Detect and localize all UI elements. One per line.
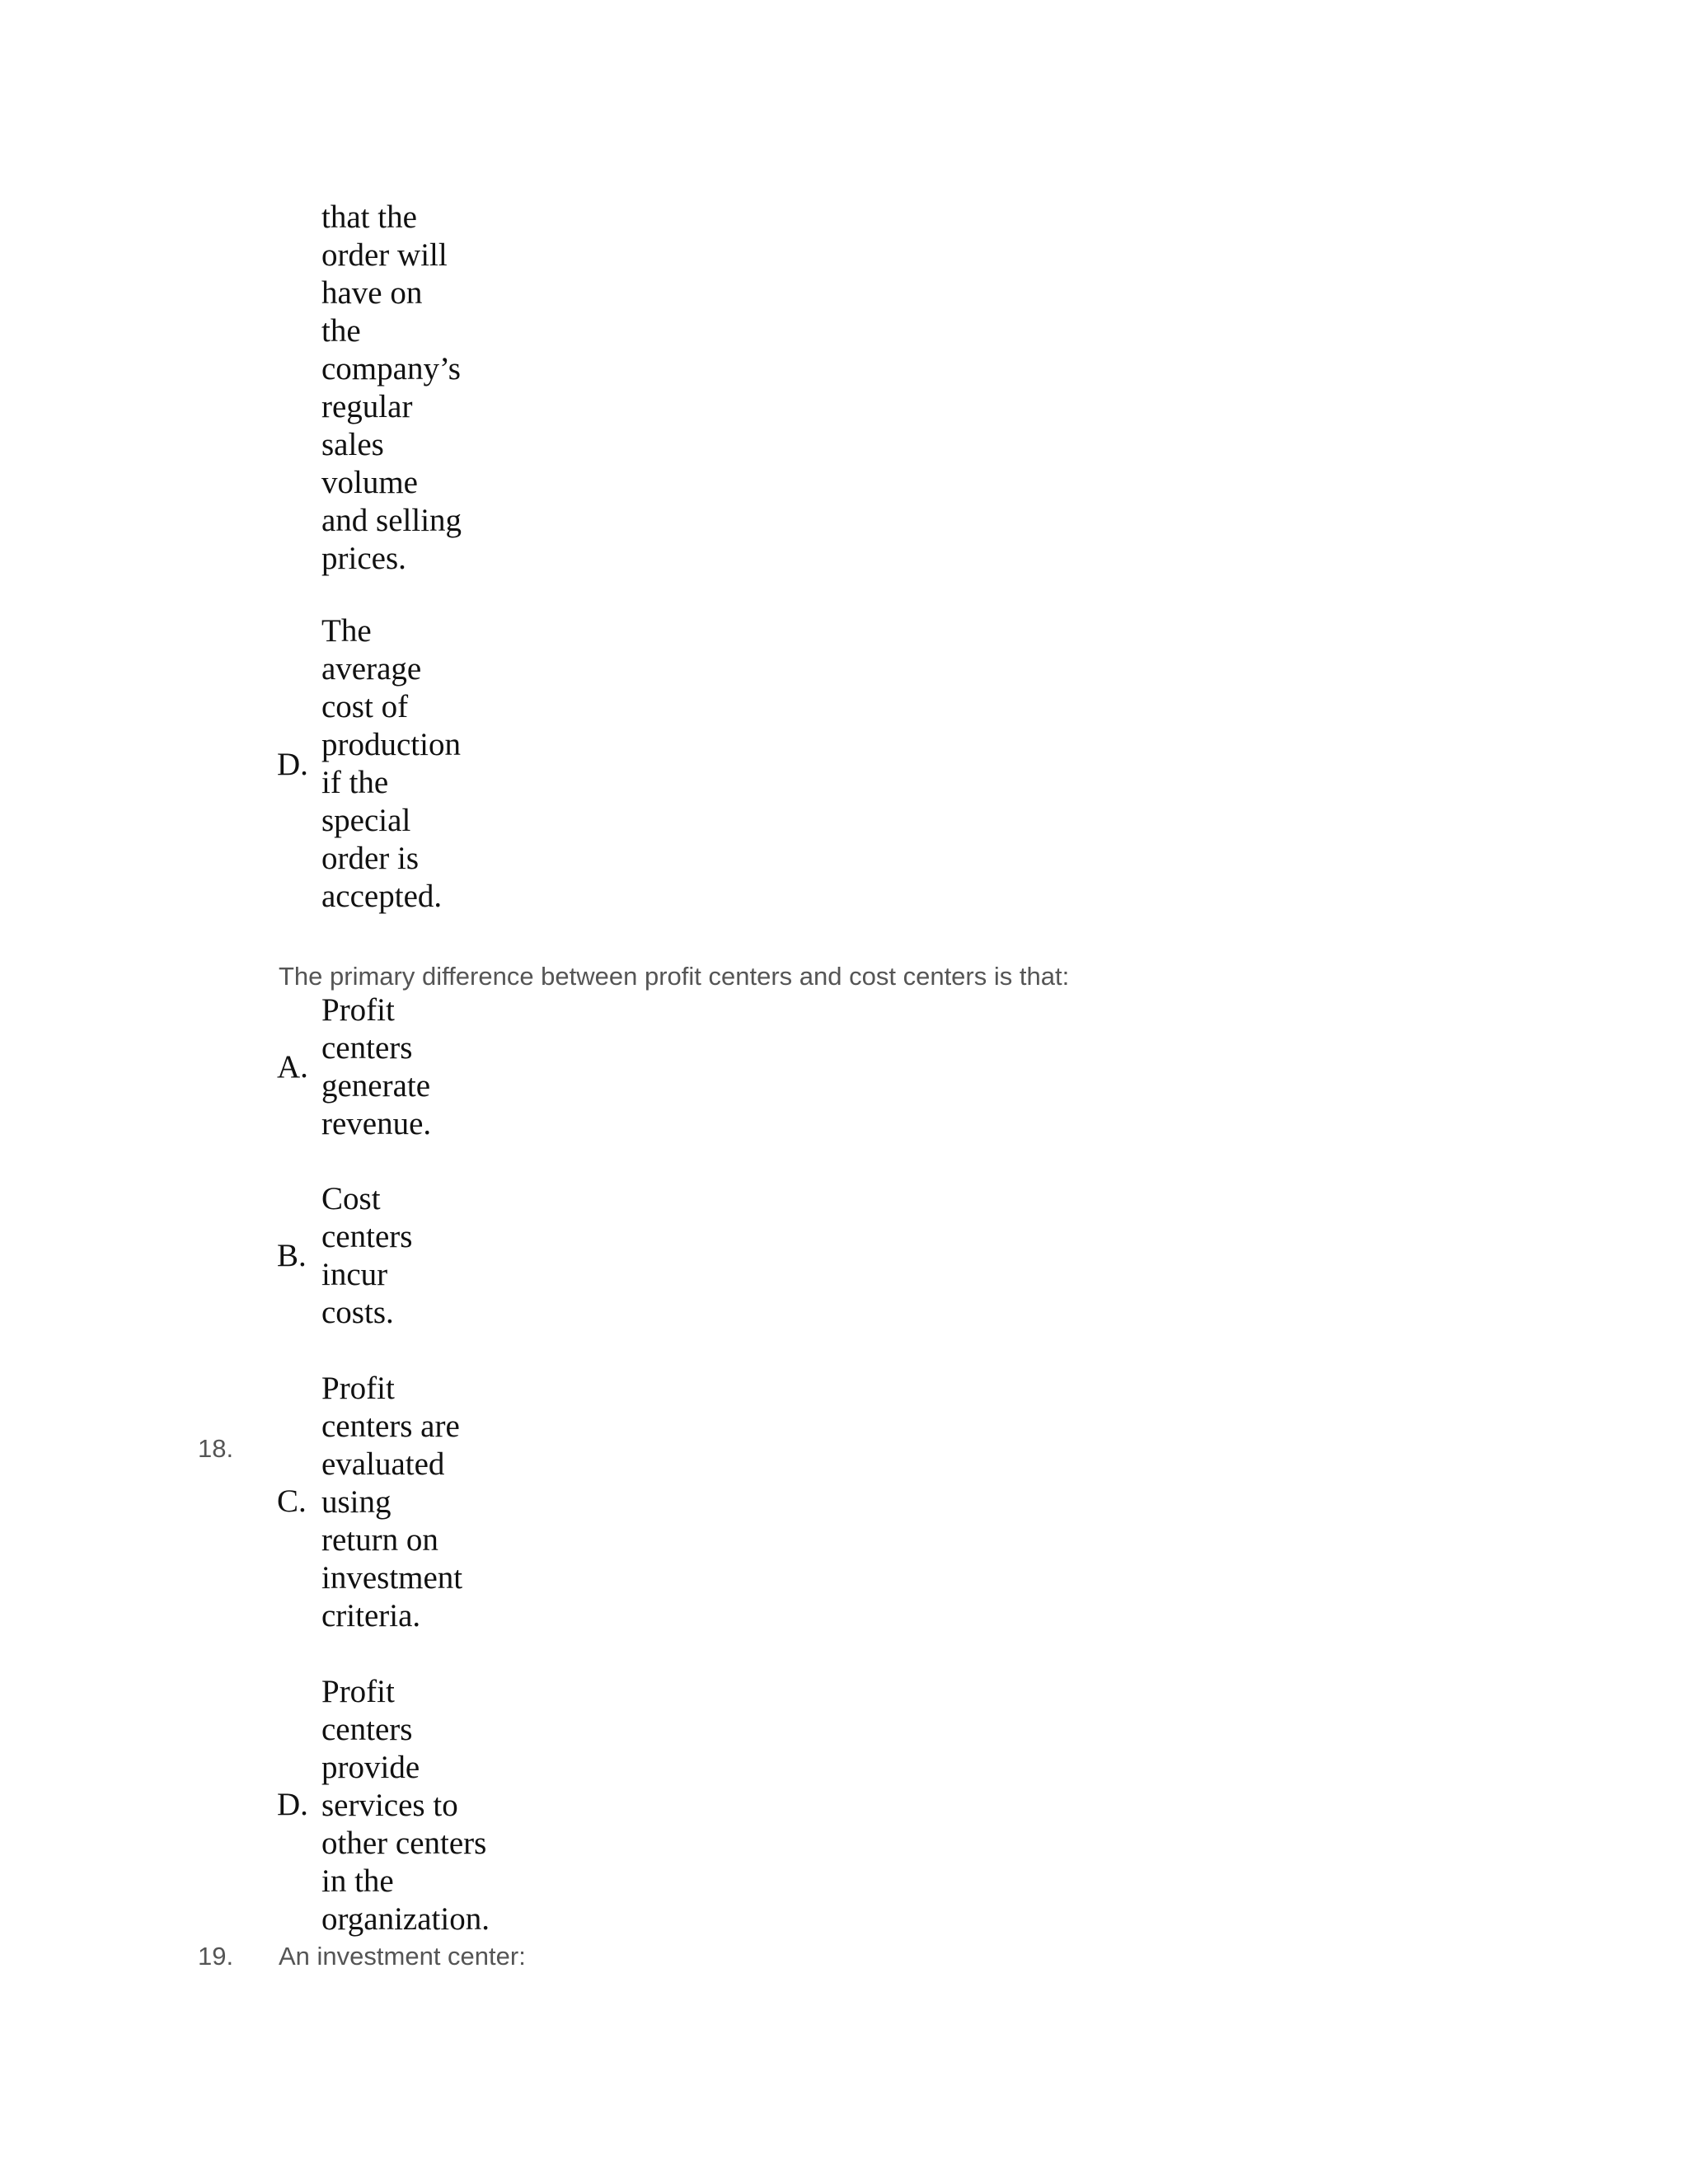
q17-option-d-text — [321, 612, 461, 916]
text-line: and selling — [321, 503, 462, 538]
q18-number: 18. — [198, 1434, 234, 1463]
text-line: in the — [321, 1863, 394, 1899]
text-line: revenue. — [321, 1106, 432, 1141]
text-line: organization. — [321, 1901, 490, 1937]
text-line: accepted. — [321, 879, 443, 914]
text-line: have on — [321, 275, 423, 311]
text-line: incur — [321, 1257, 388, 1292]
text-line: costs. — [321, 1295, 394, 1330]
text-line: return on — [321, 1522, 438, 1558]
text-line: volume — [321, 465, 418, 500]
text-line: using — [321, 1484, 392, 1520]
q18-option-b-letter: B. — [277, 1238, 307, 1273]
text-line: Cost — [321, 1181, 381, 1216]
q18-option-c-text — [321, 1370, 462, 1635]
text-line: regular — [321, 389, 413, 424]
text-line: sales — [321, 427, 384, 462]
text-line: services to — [321, 1788, 458, 1823]
text-line: Profit — [321, 992, 395, 1028]
text-line: prices. — [321, 541, 406, 576]
text-line: other centers — [321, 1825, 487, 1861]
text-line: cost of — [321, 689, 409, 724]
text-line: special — [321, 803, 411, 838]
text-line: Profit — [321, 1371, 395, 1406]
q17-option-c-text — [321, 199, 462, 578]
text-line: criteria. — [321, 1598, 421, 1633]
q18-option-c-letter: C. — [277, 1483, 307, 1519]
q19-stem: An investment center: — [279, 1942, 526, 1971]
q18-option-a-text — [321, 991, 431, 1143]
text-line: investment — [321, 1560, 463, 1596]
text-line: The — [321, 613, 372, 649]
text-line: centers — [321, 1712, 413, 1747]
text-line: that the — [321, 199, 417, 235]
text-line: provide — [321, 1750, 420, 1785]
q18-option-a-letter: A. — [277, 1049, 308, 1085]
text-line: centers are — [321, 1408, 460, 1444]
text-line: centers — [321, 1030, 413, 1066]
q17-option-d-letter: D. — [277, 747, 308, 782]
text-line: company’s — [321, 351, 461, 387]
text-line: average — [321, 651, 422, 687]
q19-number: 19. — [198, 1942, 234, 1971]
text-line: order will — [321, 237, 448, 273]
q18-stem: The primary difference between profit centers and cost centers is that: — [279, 962, 1070, 991]
text-line: evaluated — [321, 1446, 445, 1482]
text-line: order is — [321, 841, 420, 876]
q18-option-b-text — [321, 1180, 412, 1332]
text-line: centers — [321, 1219, 413, 1254]
text-line: generate — [321, 1068, 431, 1104]
text-line: the — [321, 313, 361, 349]
q18-option-d-text — [321, 1673, 490, 1938]
text-line: if the — [321, 765, 389, 800]
text-line: Profit — [321, 1674, 395, 1709]
text-line: production — [321, 727, 461, 762]
q18-option-d-letter: D. — [277, 1787, 308, 1822]
